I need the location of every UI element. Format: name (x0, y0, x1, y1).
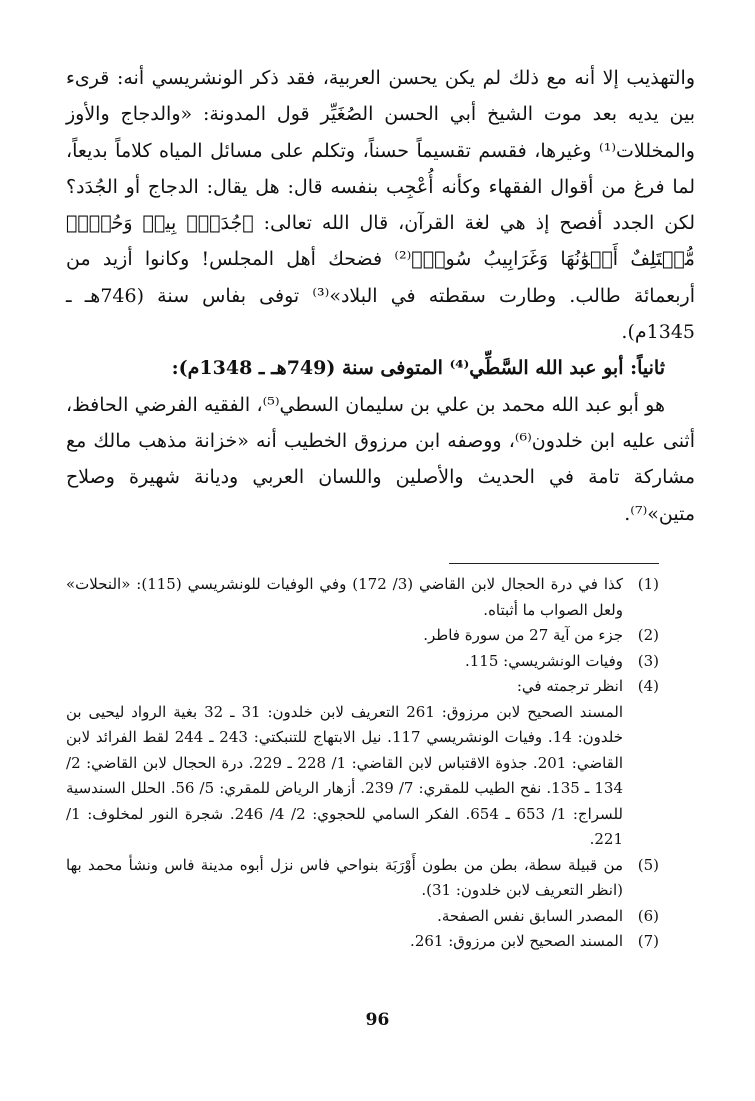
footnote-sources: المسند الصحيح لابن مرزوق: 261 التعريف لابن خلدون: 31 ـ 32 بغية الرواد ليحيى بن خلدون: 14. وفيات الونشريسي 117. نيل الابتهاج للتنبكتي: 243 ـ 244 لقط الفرائد لابن القاضي: 201. جذوة الاقتباس لابن القاضي: 1/ 228 ـ 229. درة الحجال لابن القاضي: 2/ 134 ـ 135. نفح الطيب للمقري: 7/ 239. أزهار الرياض للمقري: 5/ 56. الحلل السندسية للسراج: 1/ 653 ـ 654. الفكر السامي للحجوي: 2/ 4/ 246. شجرة النور لمخلوف: 1/ 221. (66, 702, 624, 848)
footnote-text: المسند الصحيح لابن مرزوق: 261. (410, 932, 623, 950)
footnote-number: (6) (637, 906, 659, 925)
footnote-number: (5) (637, 855, 659, 874)
page-number: 96 (365, 1010, 390, 1030)
main-text (66, 60, 695, 532)
footnote-text: وفيات الونشريسي: 115. (464, 651, 623, 670)
footnote-text: المصدر السابق نفس الصفحة. (437, 906, 623, 925)
footnote-5 (66, 853, 659, 904)
footnote-number: (1) (637, 575, 659, 593)
footnote-number: (2) (637, 626, 659, 644)
paragraph-1: والتهذيب إلا أنه مع ذلك لم يكن يحسن العربية، فقد ذكر الونشريسي أنه: قرىء بين يديه بعد موت الشيخ أبي الحسن الصُغَيِّر قول المدونة: «والدجاج والأوز والمخللات⁽¹⁾ وغيرها، فقسم تقسيماً حسناً، وتكلم على مسائل المياه كلاماً بديعاً، لما فرغ من أقوال الفقهاء وكأنه أُعْجِب بنفسه قال: هل يقال: الدجاج أو الجُدَد؟ لكن الجدد أفصح إذ هي لغة القرآن، قال الله تعالى: ﴿جُدَدُۢ بِيضٞ وَحُمۡرٞ مُّخۡتَلِفٌ أَلۡوَٰنُهَا وَغَرَابِيبُ سُودٞ﴾⁽²⁾ فضحك أهل المجلس! وكانوا أزيد من أربعمائة طالب. وطارت سقطته في البلاد»⁽³⁾ توفى بفاس سنة (746هـ ـ 1345م). (66, 67, 695, 344)
paragraph-2: هو أبو عبد الله محمد بن علي بن سليمان السطي⁽⁵⁾، الفقيه الفرضي الحافظ، أثنى عليه ابن خلدون⁽⁶⁾، ووصفه ابن مرزوق الخطيب أنه «خزانة مذهب مالك مع مشاركة تامة في الحديث والأصلين واللسان العربي وديانة شهيرة وصلاح متين»⁽⁷⁾. (66, 393, 695, 525)
footnote-text: انظر ترجمته في: (516, 677, 623, 695)
footnote-3 (66, 649, 659, 675)
footnotes (66, 572, 659, 955)
footnote-text: من قبيلة سطة، بطن من بطون أَوْرَبَة بنواحي فاس نزل أبوه مدينة فاس ونشأ محمد بها (انظر التعريف لابن خلدون: 31). (66, 855, 623, 899)
footnote-6 (66, 904, 659, 930)
footnote-text: جزء من آية 27 من سورة فاطر. (423, 626, 623, 644)
section-heading: ثانياً: أبو عبد الله السَّطِّي⁽⁴⁾ المتوفى سنة (749هـ ـ 1348م): (171, 357, 665, 380)
footnote-number: (7) (637, 932, 659, 950)
footnote-7 (66, 929, 659, 955)
footnote-1 (66, 572, 659, 623)
footnote-text: كذا في درة الحجال لابن القاضي (3/ 172) وفي الوفيات للونشريسي (115): «النحلات» ولعل الصواب ما أثبتاه. (66, 575, 624, 619)
footnote-number: (4) (637, 677, 659, 695)
footnote-2 (66, 623, 659, 649)
footnote-number: (3) (637, 651, 659, 670)
footnote-separator (449, 563, 659, 564)
footnote-4 (66, 674, 659, 853)
